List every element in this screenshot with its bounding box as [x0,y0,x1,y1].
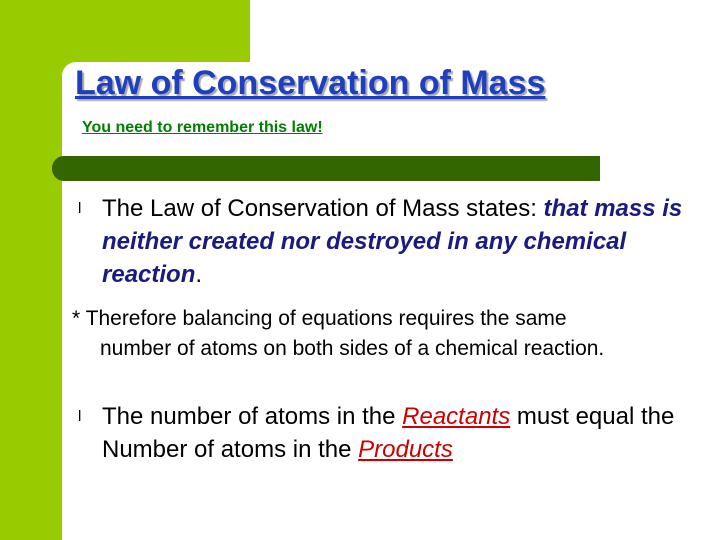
law-end: . [195,261,203,288]
slide-title: Law of Conservation of Mass [75,64,546,102]
bullet-law-statement [102,192,702,291]
law-emphasis: that mass is neither created nor destroyed in any chemical reaction [102,195,683,288]
bullet-icon: l [78,408,82,425]
note-continuation: number of atoms on both sides of a chemical reaction. [100,337,605,360]
products-term: Products [358,436,453,463]
bullet-atoms-equal [102,400,702,466]
law-text: The Law of Conservation of Mass states: [102,195,544,222]
reactants-term: Reactants [402,403,511,430]
balancing-note [72,304,712,364]
bullet-icon: l [78,200,82,217]
decor-green-strip [0,160,62,540]
note-first-line: * Therefore balancing of equations requires the same [72,307,567,330]
atoms-text-b: must equal the Number of atoms in the [102,403,675,463]
atoms-text-a: The number of atoms in the [102,403,403,430]
divider-bar [52,156,600,181]
slide-subtitle: You need to remember this law! [82,119,323,136]
